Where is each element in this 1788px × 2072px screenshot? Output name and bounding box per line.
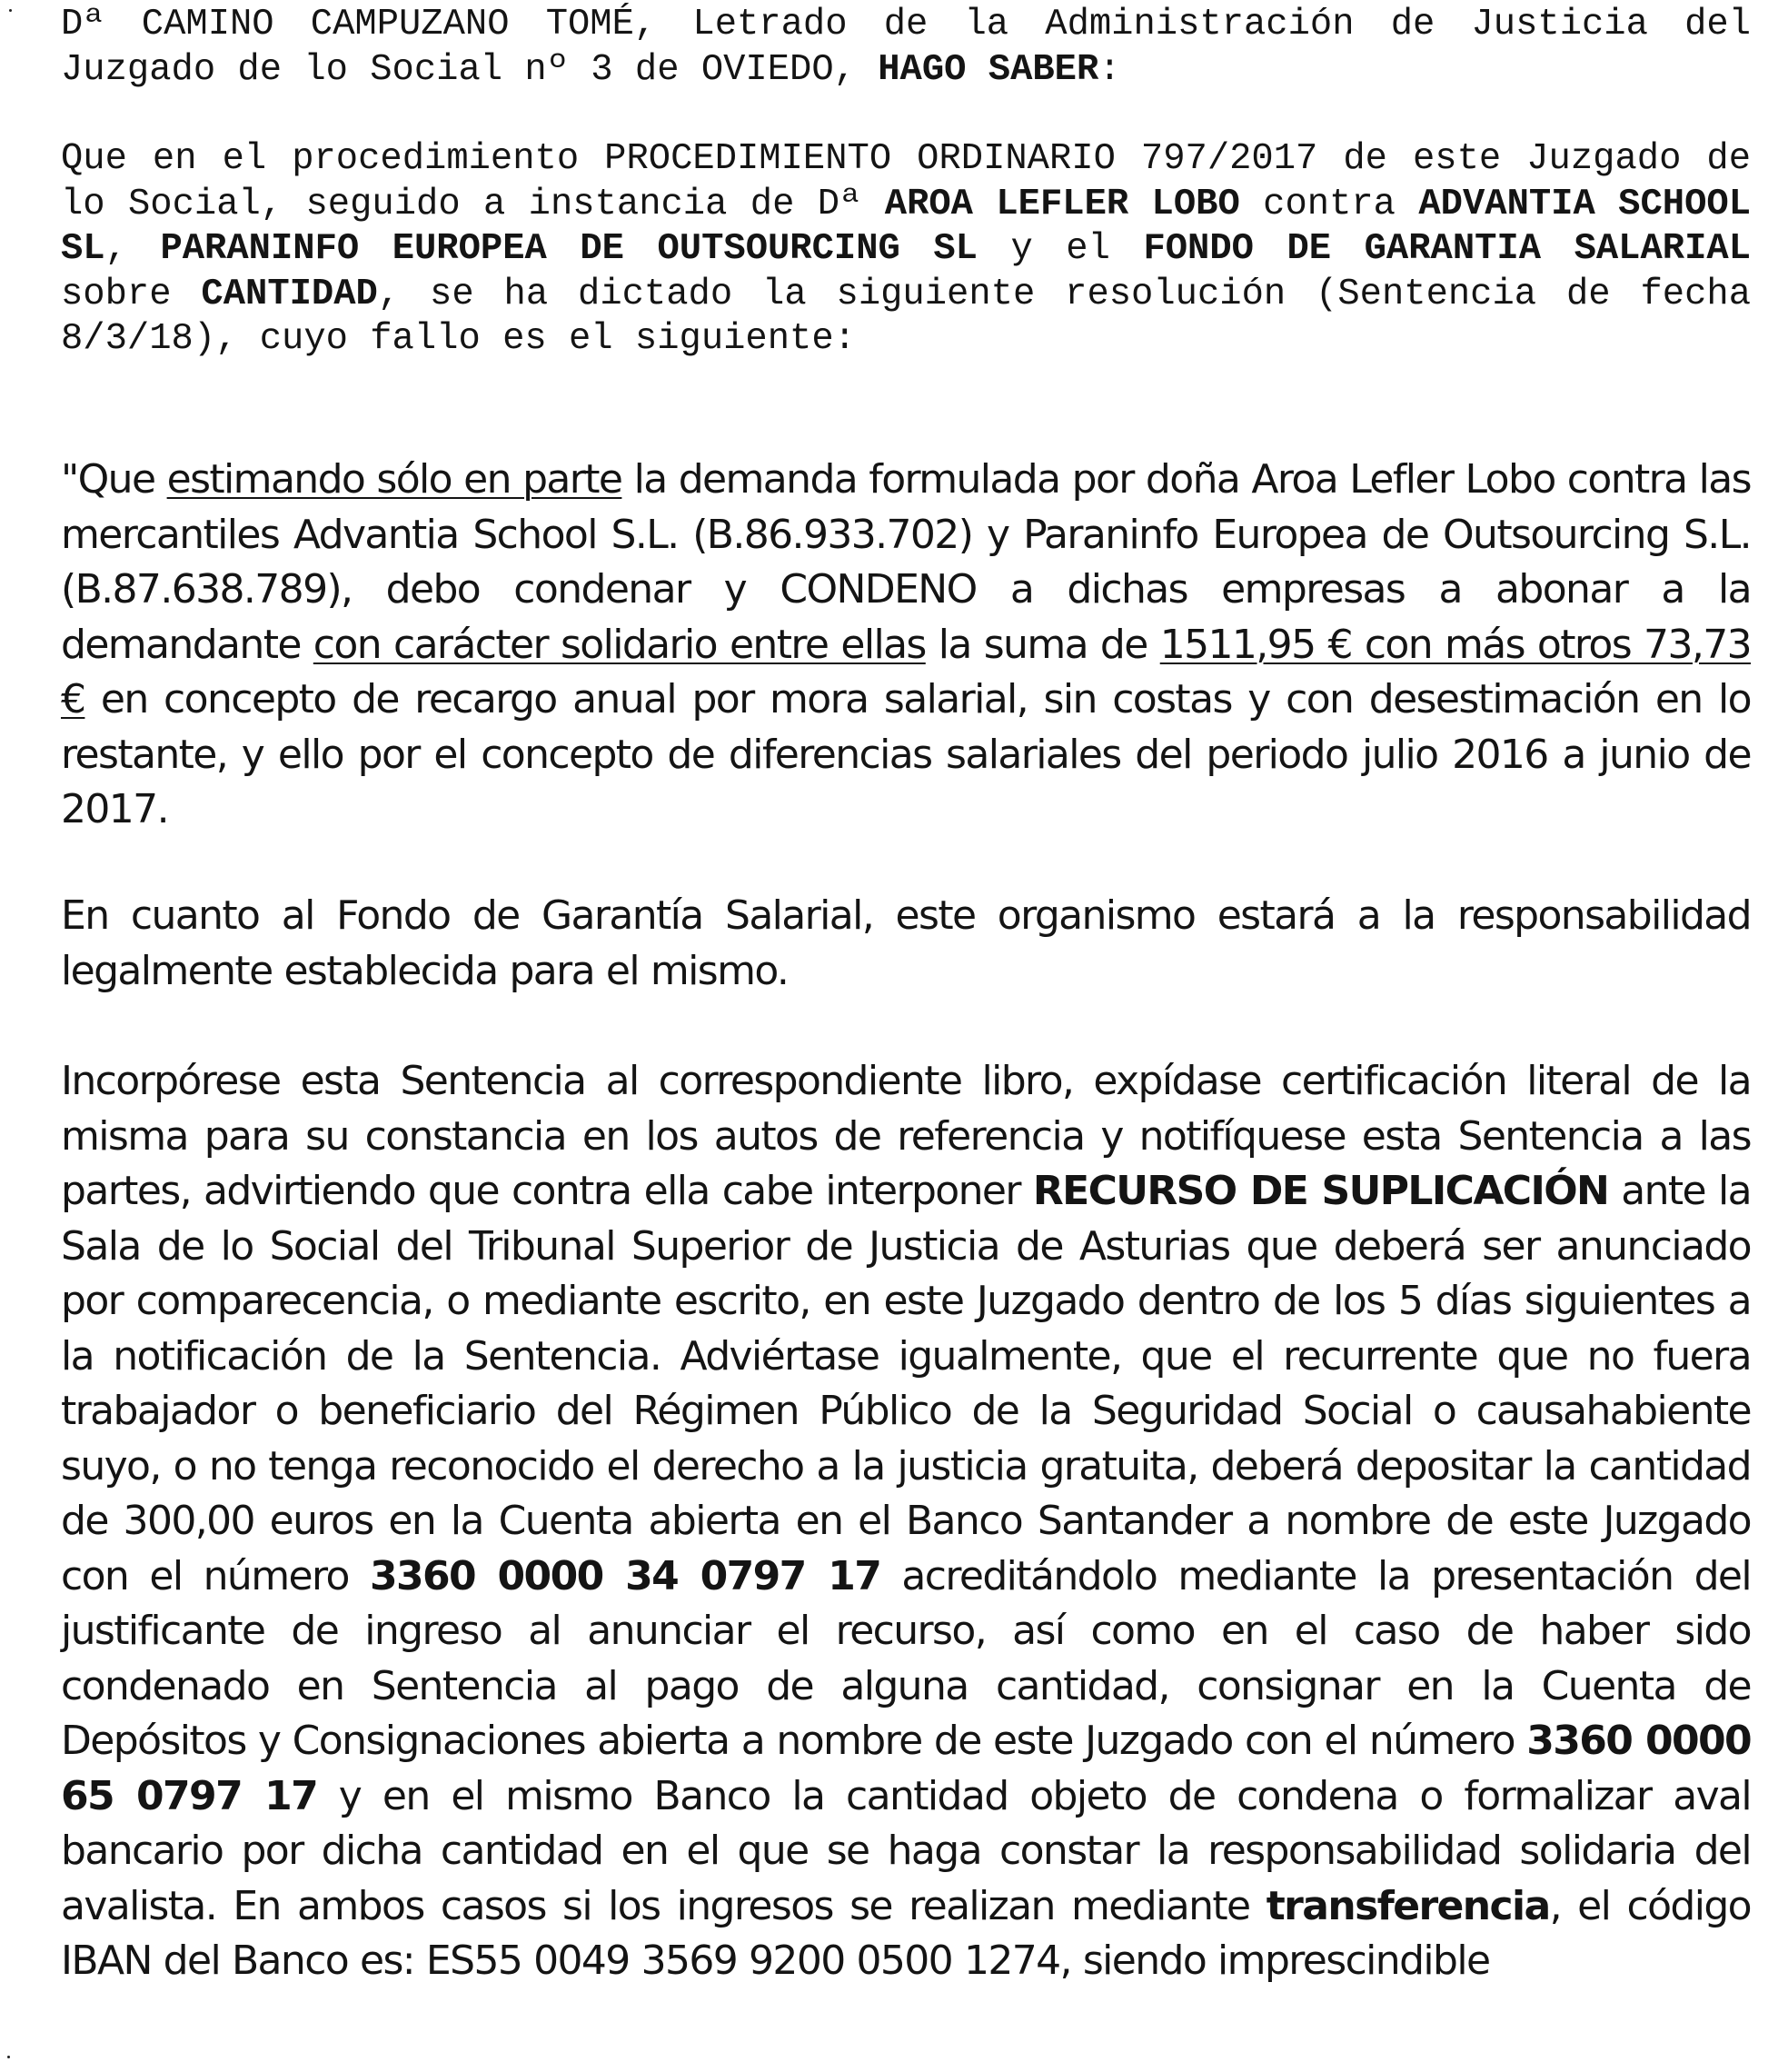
joint-liability: con carácter solidario entre ellas [313,621,926,668]
claimant-name: AROA LEFLER LOBO [884,183,1240,225]
scan-speck-bottom [7,2056,10,2058]
defendant-fogasa: FONDO DE GARANTIA SALARIAL [1143,228,1751,270]
claim-subject: CANTIDAD [201,273,378,315]
consignment-account-number: 3360 0000 65 0797 17 [61,1718,1752,1819]
defendant-advantia: ADVANTIA SCHOOL SL [61,183,1751,270]
transfer-keyword: transferencia [1266,1882,1550,1929]
procedure-paragraph: Que en el procedimiento PROCEDIMIENTO ORDINARIO 797/2017 de este Juzgado de lo Social, seguido a instancia de Dª AROA LEFLER LOBO contra ADVANTIA SCHOOL SL, PARANINFO EUROPEA DE OUTSOURCING SL y el FONDO DE GARANTIA SALARIAL sobre CANTIDAD, se ha dictado la siguiente resolución (Sentencia de fecha 8/3/18), cuyo fallo es el siguiente: [61,138,1751,360]
fogasa-paragraph: En cuanto al Fondo de Garantía Salarial, este organismo estará a la responsabilidad legalmente establecida para el mismo. [61,892,1751,994]
deposit-account-number: 3360 0000 34 0797 17 [369,1552,881,1599]
appeal-type: RECURSO DE SUPLICACIÓN [1032,1168,1609,1214]
partial-estimation: estimando sólo en parte [166,456,622,503]
scan-speck-top [9,9,12,12]
condemned-amount: 1511,95 € con más otros 73,73 € [61,621,1752,722]
header-text: Dª CAMINO CAMPUZANO TOMÉ, Letrado de la Administración de Justicia del Juzgado de lo Social nº 3 de OVIEDO, [61,4,1751,91]
header-colon: : [1098,48,1121,91]
header-paragraph [61,3,1751,93]
ruling-paragraph: "Que estimando sólo en parte la demanda formulada por doña Aroa Lefler Lobo contra las mercantiles Advantia School S.L. (B.86.933.702) y Paraninfo Europea de Outsourcing S.L. (B.87.638.789), debo condenar y CONDENO a dichas empresas a abonar a la demandante con carácter solidario entre ellas la suma de 1511,95 € con más otros 73,73 € en concepto de recargo anual por mora salarial, sin costas y con desestimación en lo restante, y ello por el concepto de diferencias salariales del periodo julio 2016 a junio de 2017. [61,456,1752,832]
appeal-paragraph: Incorpórese esta Sentencia al correspondiente libro, expídase certificación literal de la misma para su constancia en los autos de referencia y notifíquese esta Sentencia a las partes, advirtiendo que contra ella cabe interponer RECURSO DE SUPLICACIÓN ante la Sala de lo Social del Tribunal Superior de Justicia de Asturias que deberá ser anunciado por comparecencia, o mediante escrito, en este Juzgado dentro de los 5 días siguientes a la notificación de la Sentencia. Adviértase igualmente, que el recurrente que no fuera trabajador o beneficiario del Régimen Público de la Seguridad Social o causahabiente suyo, o no tenga reconocido el derecho a la justicia gratuita, deberá depositar la cantidad de 300,00 euros en la Cuenta abierta en el Banco Santander a nombre de este Juzgado con el número 3360 0000 34 0797 17 acreditándolo mediante la presentación del justificante de ingreso al anunciar el recurso, así como en el caso de haber sido condenado en Sentencia al pago de alguna cantidad, consignar en la Cuenta de Depósitos y Consignaciones abierta a nombre de este Juzgado con el número 3360 0000 65 0797 17 y en el mismo Banco la cantidad objeto de condena o formalizar aval bancario por dicha cantidad en el que se haga constar la responsabilidad solidaria del avalista. En ambos casos si los ingresos se realizan mediante transferencia, el código IBAN del Banco es: ES55 0049 3569 9200 0500 1274, siendo imprescindible [61,1058,1752,1984]
defendant-paraninfo: PARANINFO EUROPEA DE OUTSOURCING SL [160,228,978,270]
hago-saber: HAGO SABER [878,48,1099,91]
